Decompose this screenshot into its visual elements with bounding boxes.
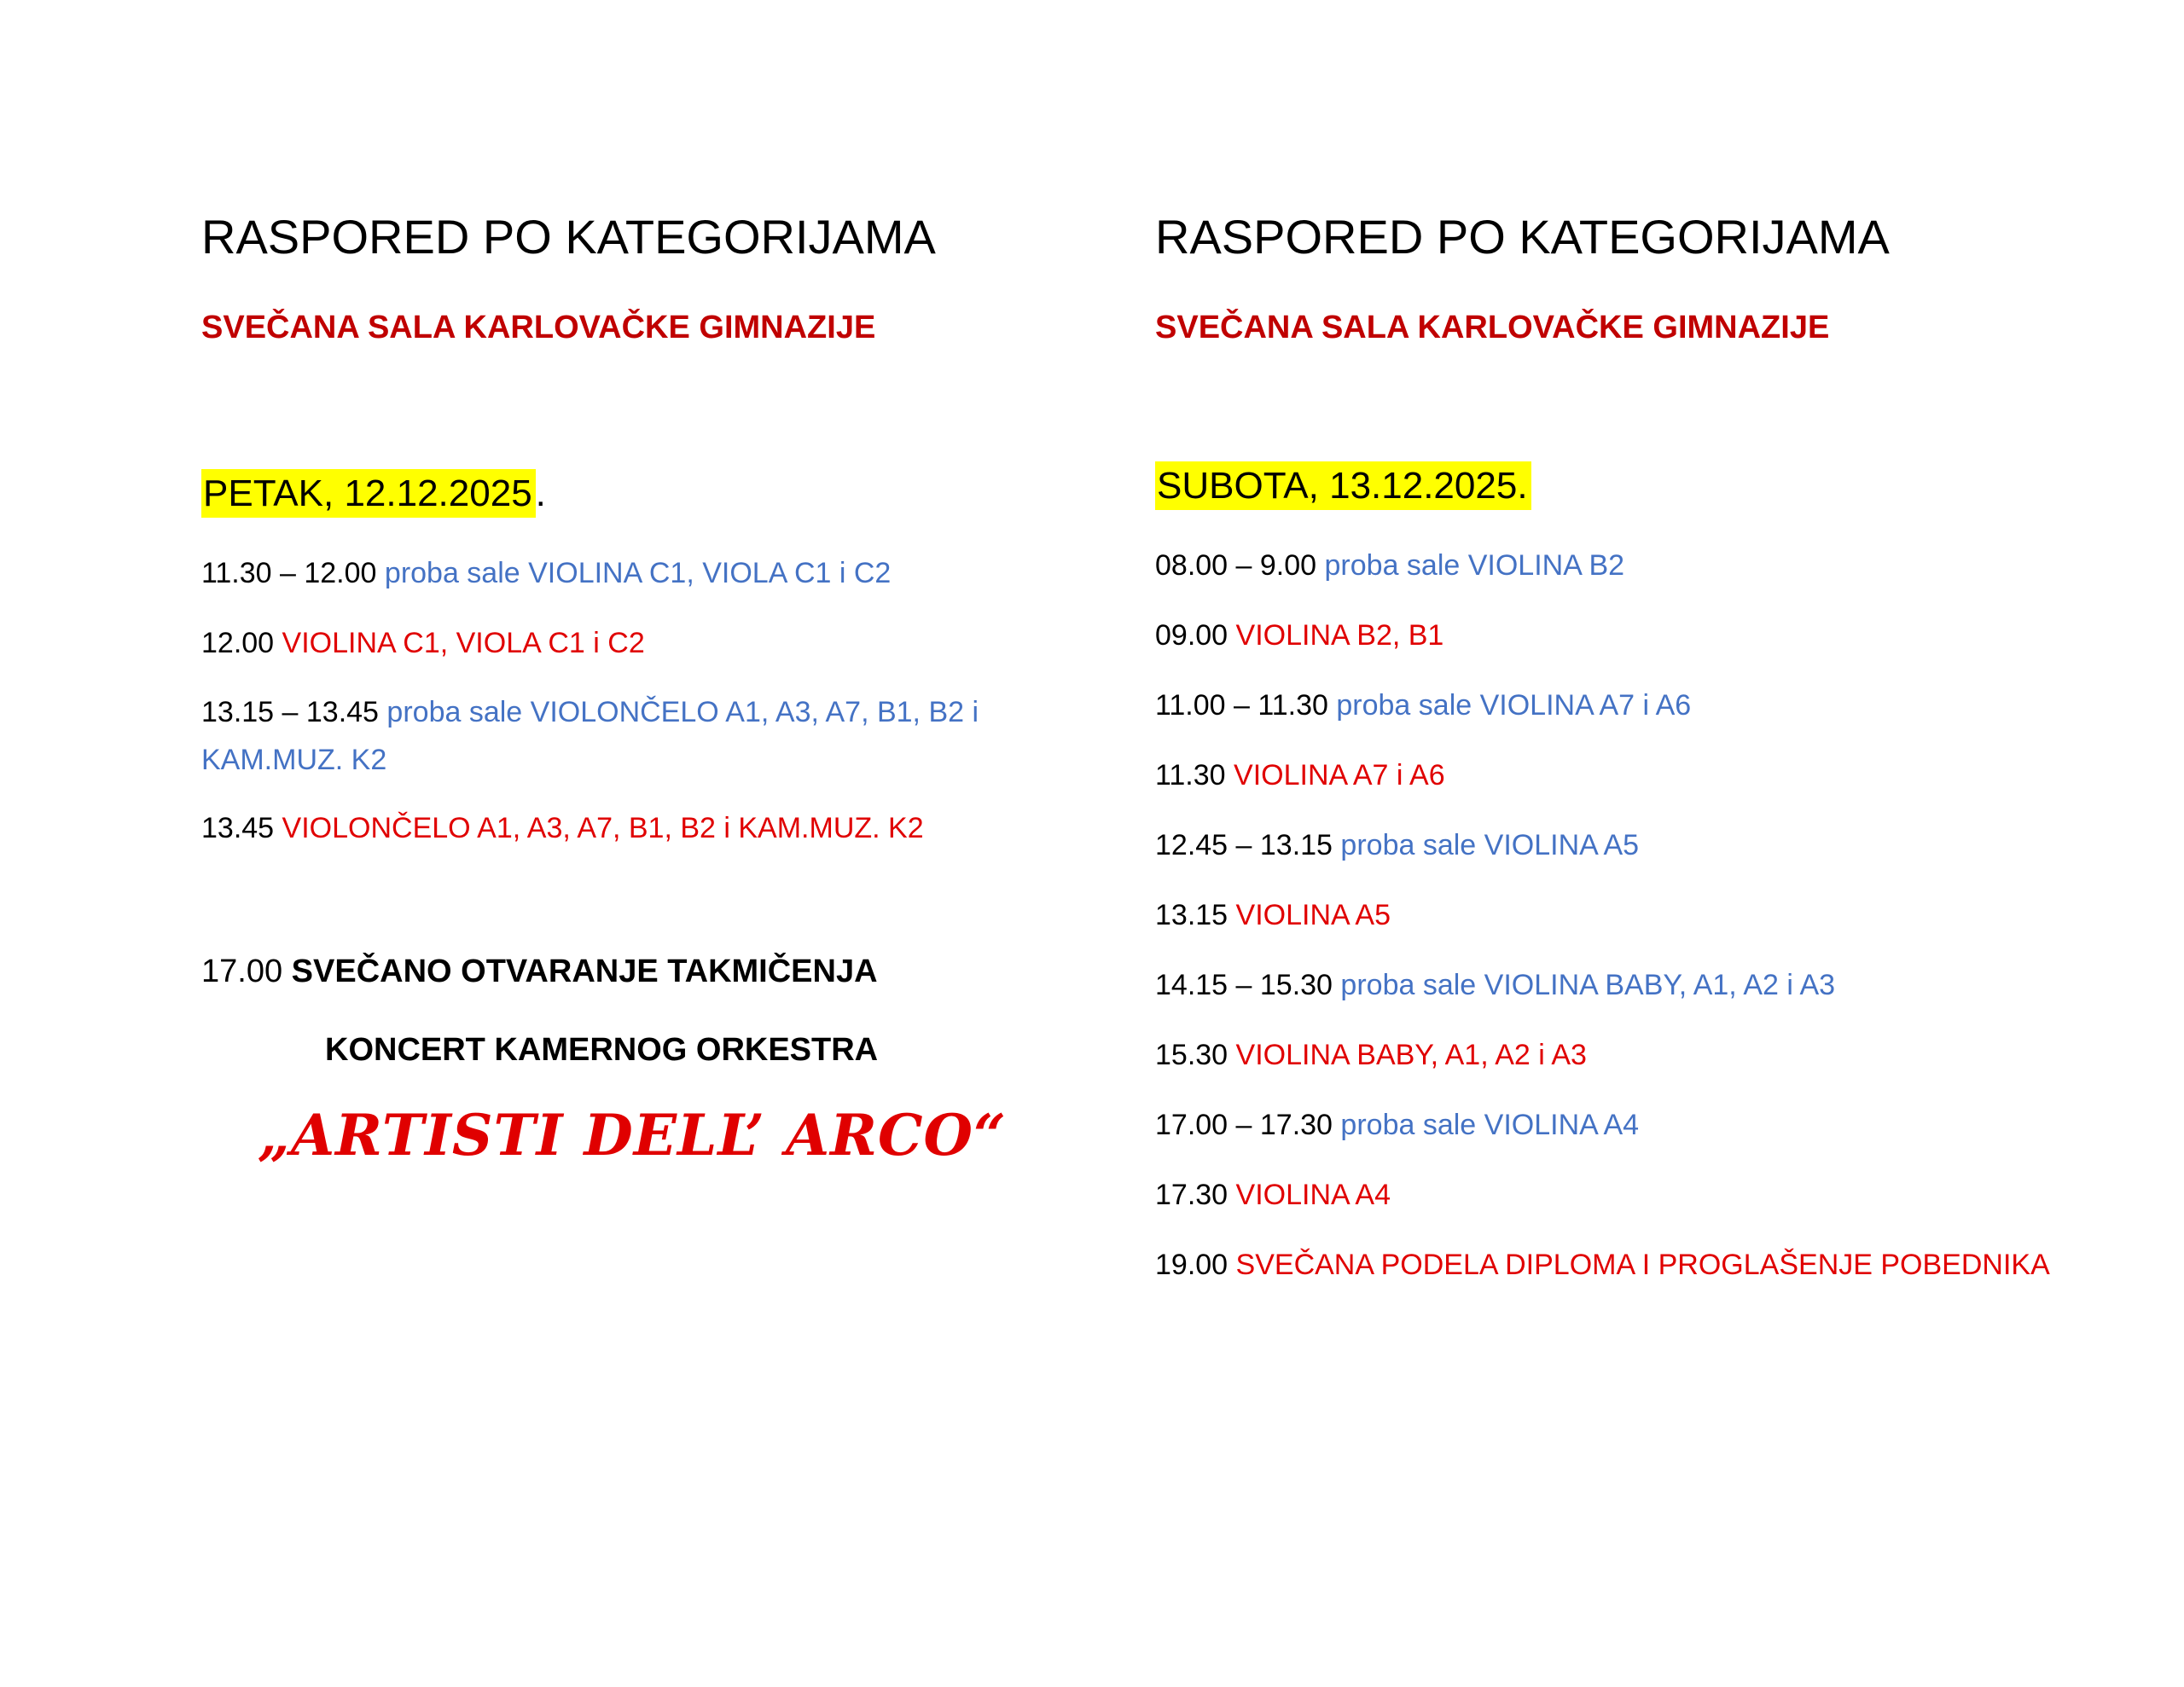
schedule-row — [201, 629, 645, 658]
opening-time: 17.00 — [201, 954, 283, 989]
day-suffix-friday: . — [535, 472, 546, 514]
schedule-row — [1155, 901, 1391, 930]
row-text: VIOLINA A7 i A6 — [1234, 759, 1445, 791]
opening-text: SVEČANO OTVARANJE TAKMIČENJA — [291, 954, 878, 989]
schedule-row — [201, 814, 924, 843]
opening-line — [201, 955, 878, 988]
concert-line: KONCERT KAMERNOG ORKESTRA — [325, 1032, 879, 1068]
schedule-row — [1155, 621, 1443, 650]
day-label-friday: PETAK, 12.12.2025 — [201, 469, 536, 518]
schedule-row — [1155, 1041, 1587, 1070]
row-time: 08.00 – 9.00 — [1155, 549, 1317, 582]
row-text: proba sale VIOLINA A5 — [1340, 829, 1640, 861]
row-text: proba sale VIOLINA B2 — [1324, 549, 1625, 582]
row-time: 13.15 — [1155, 899, 1228, 931]
page-title-right: RASPORED PO KATEGORIJAMA — [1155, 210, 1890, 264]
schedule-row — [1155, 1250, 2050, 1279]
venue-subtitle-left: SVEČANA SALA KARLOVAČKE GIMNAZIJE — [201, 310, 876, 345]
row-time: 11.00 – 11.30 — [1155, 689, 1328, 722]
row-text: proba sale VIOLINA BABY, A1, A2 i A3 — [1340, 969, 1836, 1001]
row-text: proba sale VIOLINA A7 i A6 — [1336, 689, 1692, 722]
day-heading-saturday — [1155, 467, 1531, 505]
day-heading-friday — [201, 472, 546, 514]
row-time: 13.45 — [201, 812, 275, 844]
row-time: 09.00 — [1155, 619, 1228, 652]
row-time: 13.15 – 13.45 — [201, 696, 379, 728]
schedule-row — [201, 688, 1054, 784]
row-text: SVEČANA PODELA DIPLOMA I PROGLAŠENJE POBEDNIKA — [1235, 1249, 2050, 1281]
row-time: 12.45 – 13.15 — [1155, 829, 1333, 861]
schedule-row — [1155, 551, 1624, 580]
schedule-row — [1155, 761, 1445, 790]
row-time: 14.15 – 15.30 — [1155, 969, 1333, 1001]
schedule-row — [1155, 831, 1639, 860]
schedule-row — [1155, 971, 1835, 1000]
schedule-row — [201, 559, 891, 588]
row-text: proba sale VIOLINA A4 — [1340, 1109, 1640, 1141]
row-time: 12.00 — [201, 627, 275, 659]
row-text: VIOLINA C1, VIOLA C1 i C2 — [282, 627, 645, 659]
ensemble-name: „ARTISTI DELL’ ARCO“ — [258, 1102, 1007, 1168]
row-text: proba sale VIOLINA C1, VIOLA C1 i C2 — [384, 557, 892, 589]
row-time: 11.30 — [1155, 759, 1226, 791]
venue-subtitle-right: SVEČANA SALA KARLOVAČKE GIMNAZIJE — [1155, 310, 1830, 345]
schedule-row — [1155, 691, 1691, 720]
row-text: VIOLINA BABY, A1, A2 i A3 — [1235, 1039, 1587, 1071]
row-text: VIOLINA A4 — [1235, 1179, 1391, 1211]
row-text: VIOLINA A5 — [1235, 899, 1391, 931]
row-time: 11.30 – 12.00 — [201, 557, 377, 589]
row-text: VIOLINA B2, B1 — [1235, 619, 1444, 652]
schedule-row — [1155, 1180, 1391, 1209]
row-time: 17.00 – 17.30 — [1155, 1109, 1333, 1141]
row-time: 15.30 — [1155, 1039, 1228, 1071]
day-label-saturday: SUBOTA, 13.12.2025. — [1155, 461, 1531, 510]
schedule-row — [1155, 1110, 1639, 1139]
row-time: 17.30 — [1155, 1179, 1228, 1211]
row-text: VIOLONČELO A1, A3, A7, B1, B2 i KAM.MUZ. K2 — [282, 812, 924, 844]
page-title-left: RASPORED PO KATEGORIJAMA — [201, 210, 936, 264]
row-text: proba sale VIOLONČELO A1, A3, A7, B1, B2 i KAM.MUZ. K2 — [201, 696, 979, 776]
row-time: 19.00 — [1155, 1249, 1228, 1281]
